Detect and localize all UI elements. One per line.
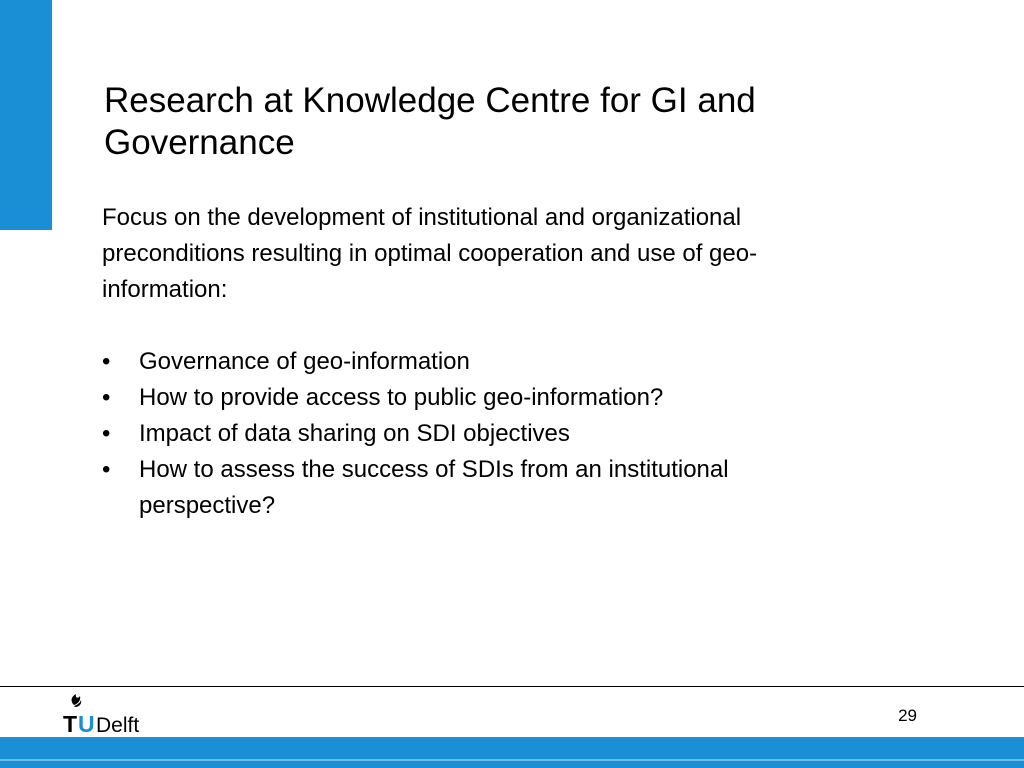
intro-line: preconditions resulting in optimal cooperation and use of geo- [102,240,758,267]
slide-body [102,200,902,524]
intro-line: Focus on the development of institutional and organizational [102,204,742,231]
bullet-item [102,380,869,416]
bottom-accent-band [0,737,1024,768]
bullet-text-continuation: perspective? [139,492,276,519]
bullet-dot: • [102,384,111,411]
logo-text-t: T [63,711,78,734]
tudelft-logo [62,692,172,734]
slide-title-line: Governance [104,123,295,162]
bottom-accent-stripe [0,759,1024,761]
bullet-text: Impact of data sharing on SDI objectives [139,420,570,447]
bullet-item [102,416,869,452]
bullet-dot: • [102,456,111,483]
bullet-text: Governance of geo-information [139,348,470,375]
bullet-item [102,344,869,380]
intro-paragraph [102,200,902,308]
logo-text-delft: Delft [96,714,140,734]
page-number: 29 [898,706,917,725]
intro-line: information: [102,276,228,303]
bullet-text: How to assess the success of SDIs from an institutional [139,456,729,483]
logo-text-u: U [78,711,95,734]
bullet-dot: • [102,420,111,447]
slide-title [104,80,964,164]
footer-divider [0,686,1024,687]
bullet-list [102,344,902,524]
side-accent-bar [0,0,52,230]
tudelft-flame-logo-icon [62,692,172,734]
bullet-dot: • [102,348,111,375]
slide-title-line: Research at Knowledge Centre for GI and [104,81,756,120]
bullet-text: How to provide access to public geo-information? [139,384,664,411]
bullet-item [102,452,869,524]
